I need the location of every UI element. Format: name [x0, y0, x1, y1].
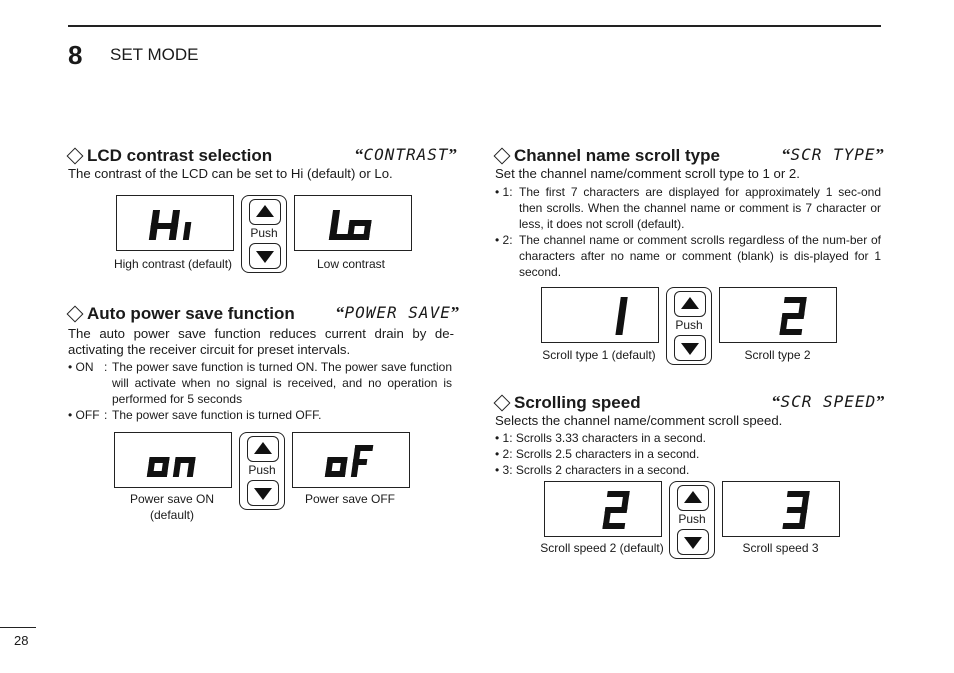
caption-low-contrast: Low contrast — [316, 257, 386, 271]
up-triangle-icon — [256, 205, 274, 217]
push-label: Push — [250, 226, 278, 240]
item-key: • 1: — [495, 185, 513, 199]
up-arrow-button[interactable] — [249, 199, 281, 225]
item-key: • OFF — [68, 408, 100, 422]
segment-display-speed-2 — [545, 482, 661, 536]
push-label: Push — [675, 318, 703, 332]
lcd-panel-type-2 — [719, 287, 837, 343]
chapter-title: SET MODE — [110, 45, 199, 64]
push-button-group[interactable] — [241, 195, 287, 273]
caption-scroll-speed-3: Scroll speed 3 — [742, 541, 819, 555]
lcd-name-text: CONTRAST — [363, 145, 449, 164]
lcd-name-text: POWER SAVE — [344, 303, 451, 322]
up-triangle-icon — [684, 491, 702, 503]
section-scroll-speed-heading — [493, 393, 641, 413]
section-lcd-contrast-heading — [66, 146, 272, 166]
section-title: LCD contrast selection — [87, 146, 273, 165]
segment-display-off — [293, 433, 409, 487]
down-arrow-button[interactable] — [677, 529, 709, 555]
footer-rule — [0, 627, 36, 628]
down-arrow-button[interactable] — [249, 243, 281, 269]
item-text: The first 7 characters are displayed for approximately 1 sec-ond then scrolls. When the channel name or comment is 7 character or less, it does not scroll (default). — [519, 185, 881, 231]
scroll-speed-item-3: • 3: Scrolls 2 characters in a second. — [495, 463, 690, 477]
caption-scroll-type-2: Scroll type 2 — [744, 348, 811, 362]
push-label: Push — [678, 512, 706, 526]
lcd-panel-off — [292, 432, 410, 488]
push-label: Push — [248, 463, 276, 477]
scroll-type-item-2 — [495, 232, 881, 280]
up-arrow-button[interactable] — [674, 291, 706, 317]
diamond-icon — [67, 148, 84, 165]
segment-display-lo — [295, 196, 411, 250]
section-title: Auto power save function — [87, 304, 295, 323]
caption-scroll-speed-2: Scroll speed 2 (default) — [540, 541, 664, 555]
segment-display-speed-3 — [723, 482, 839, 536]
caption-power-save-on-default: (default) — [149, 508, 195, 522]
power-save-display-name: “POWER SAVE” — [336, 303, 460, 322]
lcd-panel-hi — [116, 195, 234, 251]
item-text: The power save function is turned OFF. — [112, 408, 322, 422]
scroll-speed-description: Selects the channel name/comment scroll speed. — [495, 413, 783, 428]
item-text: The channel name or comment scrolls regardless of the num-ber of characters after no name or comment (blank) is dis-played for 1 second. — [519, 233, 881, 279]
diamond-icon — [494, 148, 511, 165]
up-arrow-button[interactable] — [677, 485, 709, 511]
item-text: The power save function is turned ON. The power save function will activate when no signal is received, and no operation is performed for 5 seconds — [112, 360, 452, 406]
section-title: Scrolling speed — [514, 393, 641, 412]
scroll-speed-display-name: “SCR SPEED” — [772, 392, 885, 411]
lcd-name-text: SCR SPEED — [780, 392, 877, 411]
down-arrow-button[interactable] — [247, 480, 279, 506]
push-button-group[interactable] — [666, 287, 712, 365]
lcd-panel-lo — [294, 195, 412, 251]
scroll-type-display-name: “SCR TYPE” — [782, 145, 885, 164]
header-rule — [68, 25, 881, 27]
push-button-group[interactable] — [239, 432, 285, 510]
caption-power-save-off: Power save OFF — [304, 492, 396, 506]
caption-power-save-on: Power save ON — [129, 492, 215, 506]
lcd-display-name: “CONTRAST” — [355, 145, 458, 164]
up-triangle-icon — [681, 297, 699, 309]
segment-display-on — [115, 433, 231, 487]
section-power-save-heading — [66, 304, 295, 324]
down-triangle-icon — [684, 537, 702, 549]
lcd-panel-speed-3 — [722, 481, 840, 537]
item-key: • ON — [68, 360, 94, 374]
page-number: 28 — [14, 633, 29, 648]
down-triangle-icon — [681, 343, 699, 355]
lcd-description: The contrast of the LCD can be set to Hi (default) or Lo. — [68, 166, 393, 181]
power-save-description: The auto power save function reduces current drain by de-activating the receiver circuit for preset intervals. — [68, 326, 454, 357]
down-triangle-icon — [256, 251, 274, 263]
power-save-off-item: • OFF : The power save function is turned OFF. — [68, 408, 322, 422]
segment-display-2 — [720, 288, 836, 342]
section-title: Channel name scroll type — [514, 146, 720, 165]
diamond-icon — [494, 395, 511, 412]
up-arrow-button[interactable] — [247, 436, 279, 462]
segment-display-1 — [542, 288, 658, 342]
down-arrow-button[interactable] — [674, 335, 706, 361]
down-triangle-icon — [254, 488, 272, 500]
lcd-panel-on — [114, 432, 232, 488]
caption-high-contrast: High contrast (default) — [113, 257, 233, 271]
up-triangle-icon — [254, 442, 272, 454]
power-save-on-item: • ON : The power save function is turned ON. The power save function will activate when no signal is received, and no operation is performed for 5 seconds — [68, 360, 452, 406]
lcd-panel-type-1 — [541, 287, 659, 343]
scroll-speed-item-1: • 1: Scrolls 3.33 characters in a second. — [495, 431, 706, 445]
caption-scroll-type-1: Scroll type 1 (default) — [542, 348, 656, 362]
lcd-name-text: SCR TYPE — [790, 145, 876, 164]
section-scroll-type-heading — [493, 146, 720, 166]
scroll-speed-item-2: • 2: Scrolls 2.5 characters in a second. — [495, 447, 700, 461]
segment-display-hi — [117, 196, 233, 250]
scroll-type-item-1 — [495, 184, 881, 232]
lcd-panel-speed-2 — [544, 481, 662, 537]
diamond-icon — [67, 306, 84, 323]
chapter-number: 8 — [68, 40, 83, 70]
push-button-group[interactable] — [669, 481, 715, 559]
scroll-type-description: Set the channel name/comment scroll type to 1 or 2. — [495, 166, 800, 181]
item-key: • 2: — [495, 233, 513, 247]
